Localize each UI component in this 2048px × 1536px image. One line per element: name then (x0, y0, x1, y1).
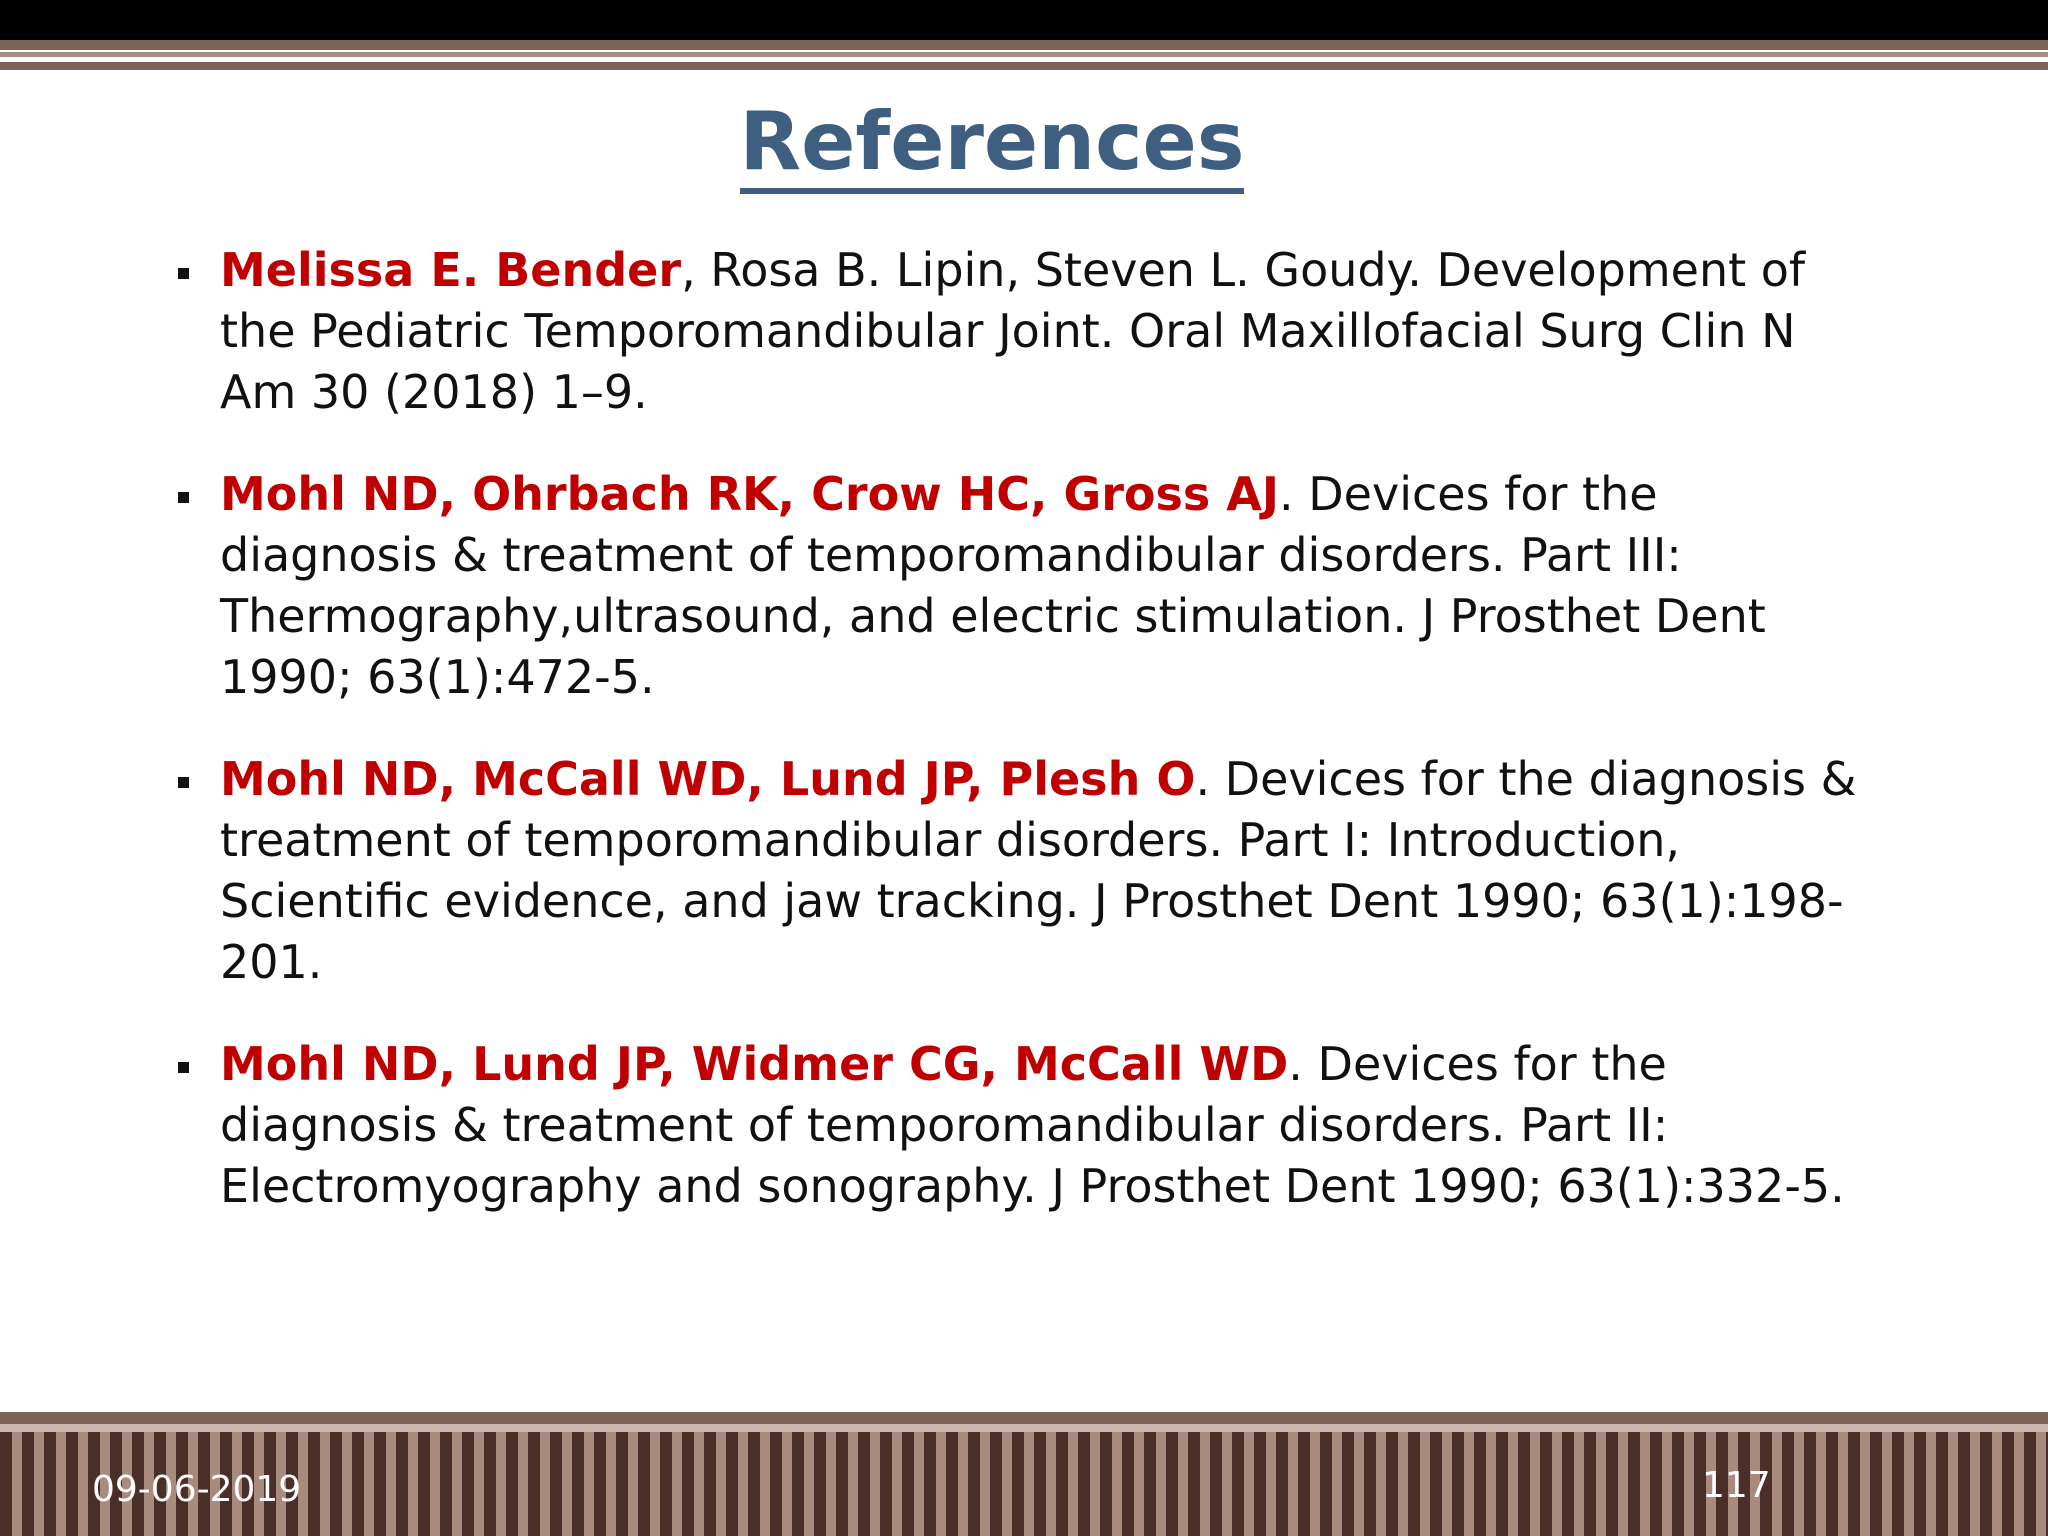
bottom-border-line (0, 1412, 2048, 1424)
reference-text: . Devices for the diagnosis & treatment of temporomandibular disorders. Part II: Electromyography and sonography. J Prosthet Dent 1990; 63(1):332-5. (220, 1037, 1845, 1213)
reference-authors: Mohl ND, Lund JP, Widmer CG, McCall WD (220, 1037, 1289, 1091)
top-border-line (0, 62, 2048, 70)
reference-authors: Melissa E. Bender (220, 243, 682, 297)
square-bullet-icon (178, 1062, 189, 1073)
reference-authors: Mohl ND, Ohrbach RK, Crow HC, Gross AJ (220, 467, 1280, 521)
reference-item (178, 464, 1878, 708)
square-bullet-icon (178, 777, 189, 788)
reference-authors: Mohl ND, McCall WD, Lund JP, Plesh O (220, 752, 1196, 806)
top-border-line (0, 40, 2048, 50)
top-black-bar (0, 0, 2048, 40)
square-bullet-icon (178, 268, 189, 279)
slide-number: 117 (1702, 1465, 1771, 1506)
bottom-border-line (0, 1424, 2048, 1432)
reference-item (178, 240, 1878, 423)
top-border-line (0, 52, 2048, 57)
reference-text: , Rosa B. Lipin, Steven L. Goudy. Development of the Pediatric Temporomandibular Joint. Oral Maxillofacial Surg Clin N Am 30 (2018) 1–9. (220, 243, 1806, 419)
reference-text: . Devices for the diagnosis & treatment of temporomandibular disorders. Part III: Thermography,ultrasound, and electric stimulation. J Prosthet Dent 1990; 63(1):472-5. (220, 467, 1766, 704)
slide-title (0, 92, 1984, 192)
footer-date: 09-06-2019 (92, 1469, 302, 1510)
slide-title-text: References (740, 95, 1245, 194)
reference-item (178, 1034, 1878, 1217)
reference-item (178, 749, 1878, 993)
reference-text: . Devices for the diagnosis & treatment of temporomandibular disorders. Part I: Introduction, Scientific evidence, and jaw tracking. J Prosthet Dent 1990; 63(1):198-201. (220, 752, 1857, 989)
reference-list (178, 240, 1878, 1258)
square-bullet-icon (178, 492, 189, 503)
